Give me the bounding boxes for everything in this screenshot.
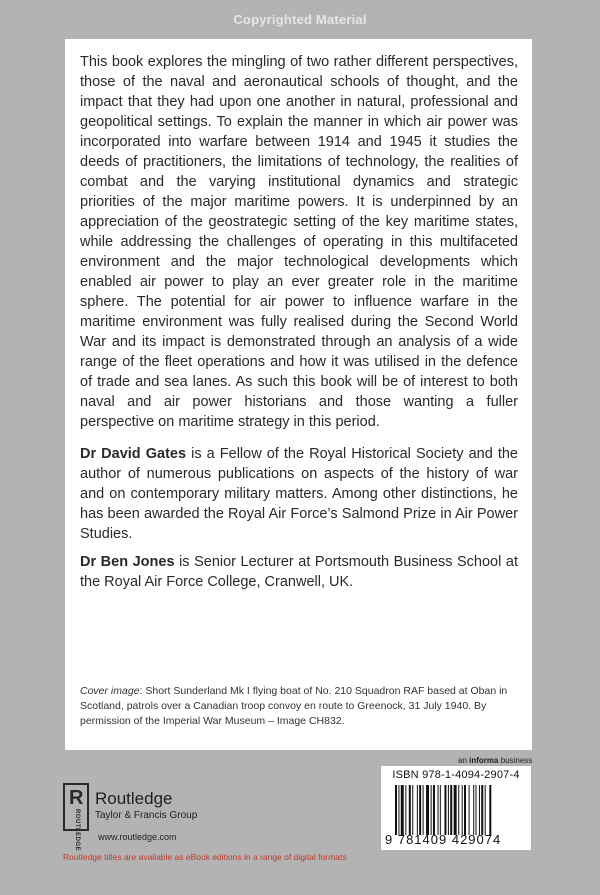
barcode-bar bbox=[440, 785, 441, 835]
barcode-bar bbox=[464, 785, 466, 835]
copyright-watermark: Copyrighted Material bbox=[233, 12, 367, 27]
barcode-bar bbox=[450, 785, 452, 835]
author-name: Dr Ben Jones bbox=[80, 554, 175, 570]
barcode-bar bbox=[458, 785, 459, 835]
barcode-bar bbox=[398, 785, 399, 835]
informa-suffix: business bbox=[498, 756, 533, 765]
barcode-bar bbox=[476, 785, 477, 835]
ebook-formats-note: Routledge titles are available as eBook editions in a range of digital formats bbox=[63, 852, 347, 862]
back-cover-text-panel bbox=[65, 39, 532, 750]
publisher-group: Taylor & Francis Group bbox=[95, 810, 198, 821]
barcode-bar bbox=[423, 785, 424, 835]
book-description: This book explores the mingling of two rather different perspectives, those of the naval and aeronautical schools of thought, and the impact that they had upon one another in natural, professional and geopolitical settings. To explain the manner in which air power was incorporated into warfare between 1914 and 1945 it studies the deeds of practitioners, the limitations of technology, the realities of combat and the varying institutional dynamics and strategic priorities of the major maritime powers. It is underpinned by an appreciation of the geostrategic setting of the key maritime states, while addressing the challenges of operating in this multifaceted environment and the major technological developments which enabled air power to play an ever greater role in the maritime sphere. The potential for air power to influence warfare in the maritime environment was fully realised during the Second World War and its impact is demonstrated through an analysis of a wide range of the fleet operations and how it was utilised in the defence of trade and sea lanes. As such this book will be of interest to both naval and air power historians and those wanting a fuller perspective on maritime strategy in this period. bbox=[80, 54, 518, 430]
barcode-bar bbox=[409, 785, 411, 835]
barcode-bar bbox=[485, 785, 486, 835]
author-bio-text: is Senior Lecturer at Portsmouth Business School at the Royal Air Force College, Cranwell, UK. bbox=[80, 554, 518, 590]
barcode-bar bbox=[448, 785, 449, 835]
caption-text: : Short Sunderland Mk I flying boat of No. 210 Squadron RAF based at Oban in Scotland, patrols over a Canadian troop convoy en route to Greenock, 31 July 1940. By permission of the Imperial War Museum – Image CH832. bbox=[80, 685, 508, 727]
routledge-logo-mark bbox=[63, 783, 89, 852]
publisher-name: Routledge bbox=[95, 789, 173, 808]
informa-brand: informa bbox=[469, 756, 499, 765]
barcode-bar bbox=[417, 785, 418, 835]
author-bio-gates bbox=[80, 444, 518, 544]
barcode-bar bbox=[438, 785, 439, 835]
barcode-number: 9 781409 429074 bbox=[385, 832, 502, 847]
barcode-bars bbox=[395, 785, 527, 835]
barcode-bar bbox=[426, 785, 429, 835]
barcode-bar bbox=[431, 785, 432, 835]
isbn-number: ISBN 978-1-4094-2907-4 bbox=[392, 769, 520, 781]
caption-label: Cover image bbox=[80, 685, 140, 697]
barcode-bar bbox=[481, 785, 483, 835]
barcode-bar bbox=[489, 785, 491, 835]
barcode-bar bbox=[419, 785, 421, 835]
informa-business-tag bbox=[458, 756, 532, 765]
barcode-bar bbox=[401, 785, 404, 835]
logo-letter: R bbox=[69, 787, 84, 809]
cover-image-caption bbox=[80, 684, 518, 729]
barcode-bar bbox=[469, 785, 470, 835]
author-bio-jones bbox=[80, 552, 518, 592]
informa-prefix: an bbox=[458, 756, 470, 765]
barcode-bar bbox=[479, 785, 480, 835]
barcode-bar bbox=[405, 785, 406, 835]
barcode-bar bbox=[473, 785, 474, 835]
author-bio-text: is a Fellow of the Royal Historical Society and the author of numerous publications on aspects of the history of war and on contemporary military matters. Among other distinctions, he has been awarded the Royal Air Force’s Salmond Prize in Air Power Studies. bbox=[80, 446, 518, 542]
barcode-bar bbox=[412, 785, 413, 835]
barcode-bar bbox=[433, 785, 435, 835]
logo-vertical-text: ROUTLEDGE bbox=[74, 809, 80, 852]
barcode-bar bbox=[454, 785, 457, 835]
publisher-url: www.routledge.com bbox=[98, 832, 177, 842]
barcode-bar bbox=[395, 785, 397, 835]
barcode-bar bbox=[444, 785, 446, 835]
author-name: Dr David Gates bbox=[80, 446, 187, 462]
isbn-barcode bbox=[381, 766, 531, 850]
barcode-bar bbox=[462, 785, 463, 835]
